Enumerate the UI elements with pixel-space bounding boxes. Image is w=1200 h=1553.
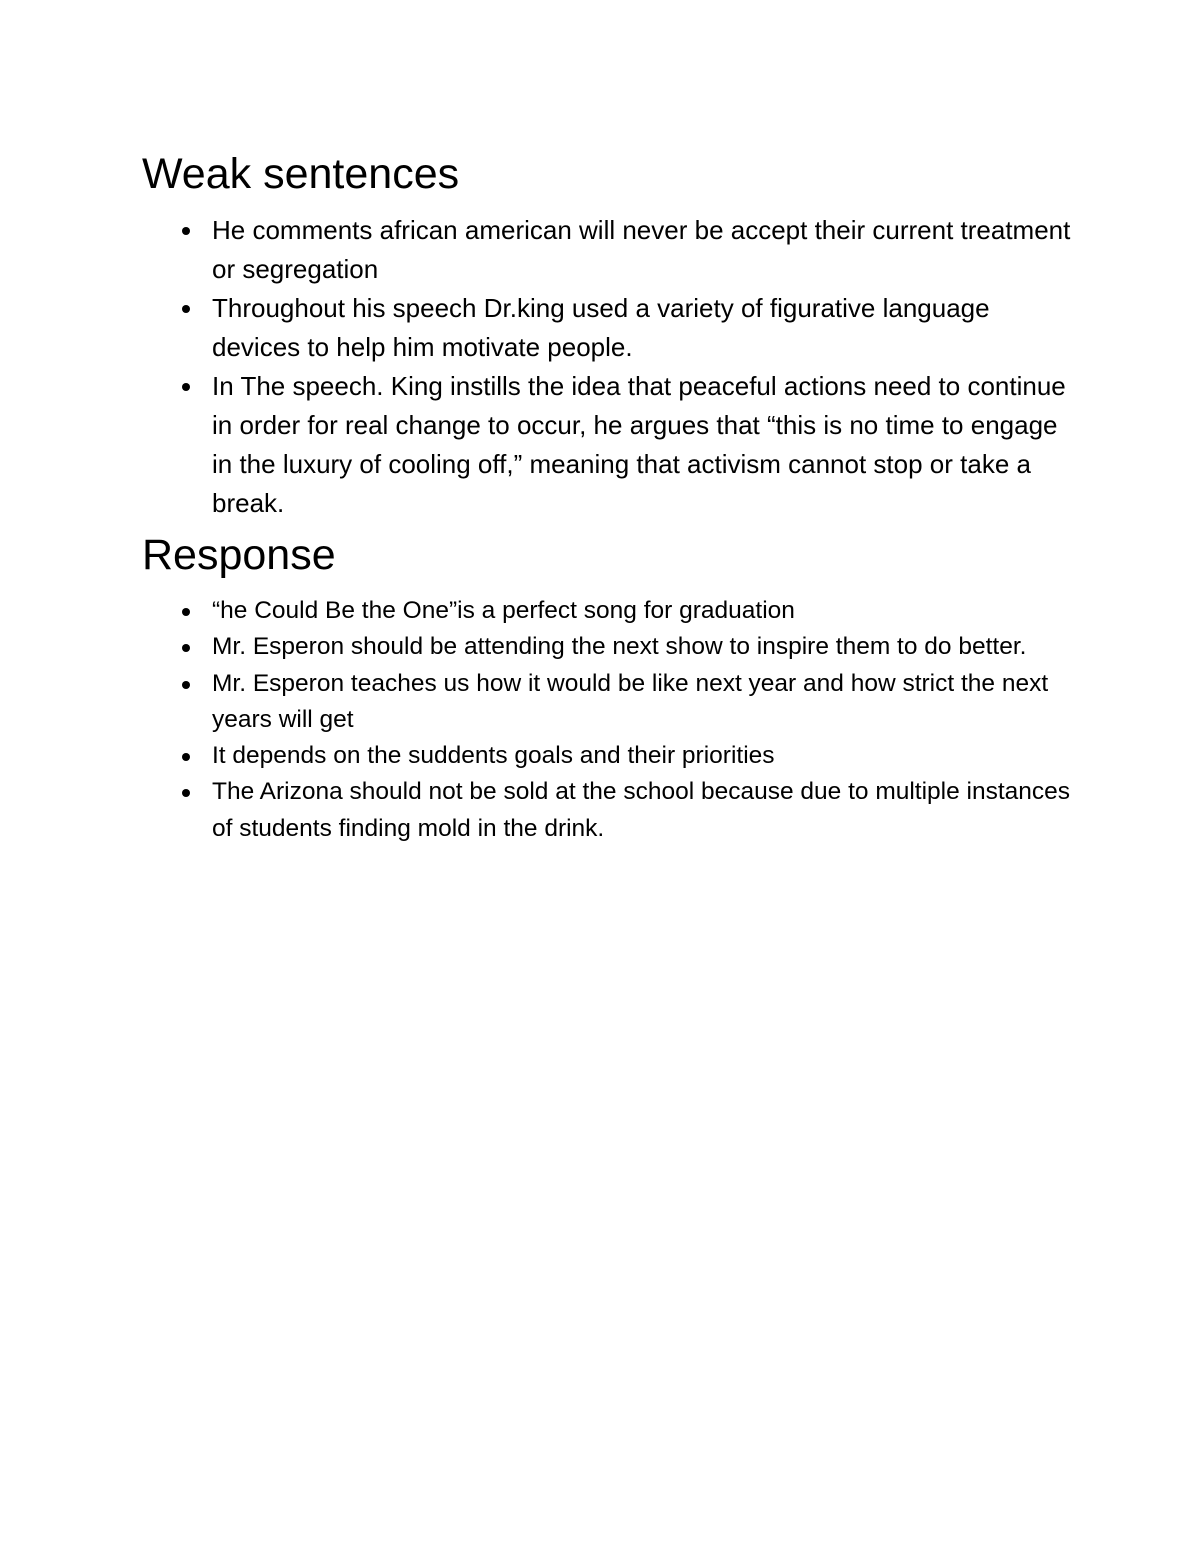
bullet-icon [182,644,190,652]
section-heading: Weak sentences [142,150,460,198]
bullet-icon [182,789,190,797]
section-weak-sentences [142,146,1082,523]
list-item-text: The Arizona should not be sold at the school because due to multiple instances of students finding mold in the drink. [212,778,1071,842]
bullet-icon [182,227,190,235]
list-item [142,774,1082,847]
list-item-text: It depends on the suddents goals and their priorities [212,742,775,770]
bullet-icon [182,305,190,313]
list-item-text: Throughout his speech Dr.king used a variety of figurative language devices to help him motivate people. [212,293,990,362]
list-item [142,367,1082,523]
section-heading: Response [142,531,336,579]
list-item [142,738,1082,774]
list-item-text: In The speech. King instills the idea that peaceful actions need to continue in order for real change to occur, he argues that “this is no time to engage in the luxury of cooling off,” meaning that activism cannot stop or take a break. [212,371,1066,518]
list-item [142,629,1082,665]
bullet-list [142,211,1082,523]
list-item-text: Mr. Esperon should be attending the next show to inspire them to do better. [212,633,1027,661]
list-item [142,593,1082,629]
bullet-icon [182,383,190,391]
bullet-list [142,593,1082,847]
list-item [142,211,1082,289]
list-item [142,289,1082,367]
list-item-text: He comments african american will never be accept their current treatment or segregation [212,215,1071,284]
list-item [142,666,1082,739]
bullet-icon [182,608,190,616]
bullet-icon [182,753,190,761]
section-response [142,527,1082,847]
bullet-icon [182,681,190,689]
list-item-text: “he Could Be the One”is a perfect song for graduation [212,597,795,624]
list-item-text: Mr. Esperon teaches us how it would be like next year and how strict the next years will get [212,669,1049,733]
